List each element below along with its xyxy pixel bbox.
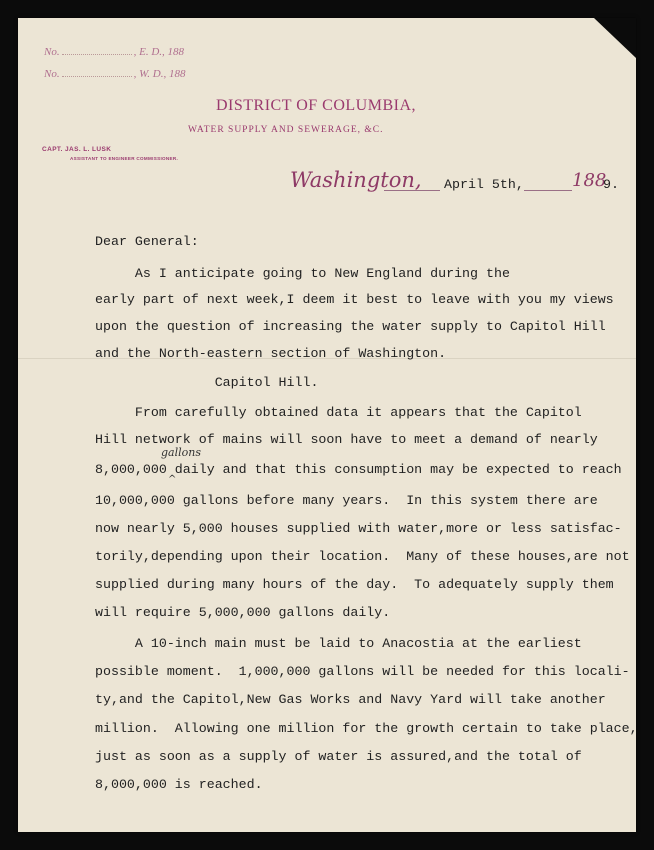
typed-date: April 5th, — [444, 177, 524, 192]
letterhead-office: DISTRICT OF COLUMBIA, — [216, 97, 416, 114]
body-line: million. Allowing one million for the growth certain to take place, — [95, 721, 638, 736]
year-prefix: 188 — [572, 170, 607, 191]
body-line: ty,and the Capitol,New Gas Works and Navy Yard will take another — [95, 692, 606, 707]
body-line: early part of next week,I deem it best to leave with you my views — [95, 292, 614, 307]
body-line: and the North-eastern section of Washington. — [95, 346, 447, 361]
body-line: upon the question of increasing the water supply to Capitol Hill — [95, 319, 606, 334]
year-digit: 9. — [603, 177, 619, 192]
letterhead-department: WATER SUPPLY AND SEWERAGE, &C. — [188, 125, 384, 135]
body-line: A 10-inch main must be laid to Anacostia at the earliest — [95, 636, 582, 651]
body-line: possible moment. 1,000,000 gallons will be needed for this locali- — [95, 664, 630, 679]
serial-wd-suffix: , W. D., 188 — [133, 68, 186, 80]
body-line: From carefully obtained data it appears that the Capitol — [95, 405, 582, 420]
body-line: torily,depending upon their location. Many of these houses,are not — [95, 549, 630, 564]
body-line: supplied during many hours of the day. To adequately supply them — [95, 577, 614, 592]
body-line: 8,000,000 is reached. — [95, 777, 263, 792]
officer-title: ASSISTANT TO ENGINEER COMMISSIONER. — [70, 156, 179, 161]
handwritten-caret: ^ — [168, 474, 177, 485]
body-line: Hill network of mains will soon have to meet a demand of nearly — [95, 432, 598, 447]
officer-name: CAPT. JAS. L. LUSK — [42, 146, 112, 153]
body-line: 10,000,000 gallons before many years. In this system there are — [95, 493, 598, 508]
salutation: Dear General: — [95, 234, 199, 249]
serial-wd-label: No. — [44, 68, 60, 80]
body-line: now nearly 5,000 houses supplied with water,more or less satisfac- — [95, 521, 622, 536]
serial-wd — [44, 68, 185, 80]
serial-ed-label: No. — [44, 46, 60, 58]
body-line: just as soon as a supply of water is assured,and the total of — [95, 749, 582, 764]
serial-ed — [44, 46, 184, 58]
place-script: Washington, — [290, 168, 422, 192]
date-underline-1 — [384, 190, 440, 191]
folded-corner — [594, 18, 636, 58]
body-line: 8,000,000 daily and that this consumption may be expected to reach — [95, 462, 622, 477]
body-line: As I anticipate going to New England during the — [95, 266, 510, 281]
section-heading: Capitol Hill. — [95, 375, 319, 390]
date-underline-2 — [524, 190, 572, 191]
serial-ed-suffix: , E. D., 188 — [133, 46, 185, 58]
body-line: will require 5,000,000 gallons daily. — [95, 605, 391, 620]
handwritten-insertion: gallons — [161, 446, 201, 459]
letter-page — [18, 18, 636, 832]
